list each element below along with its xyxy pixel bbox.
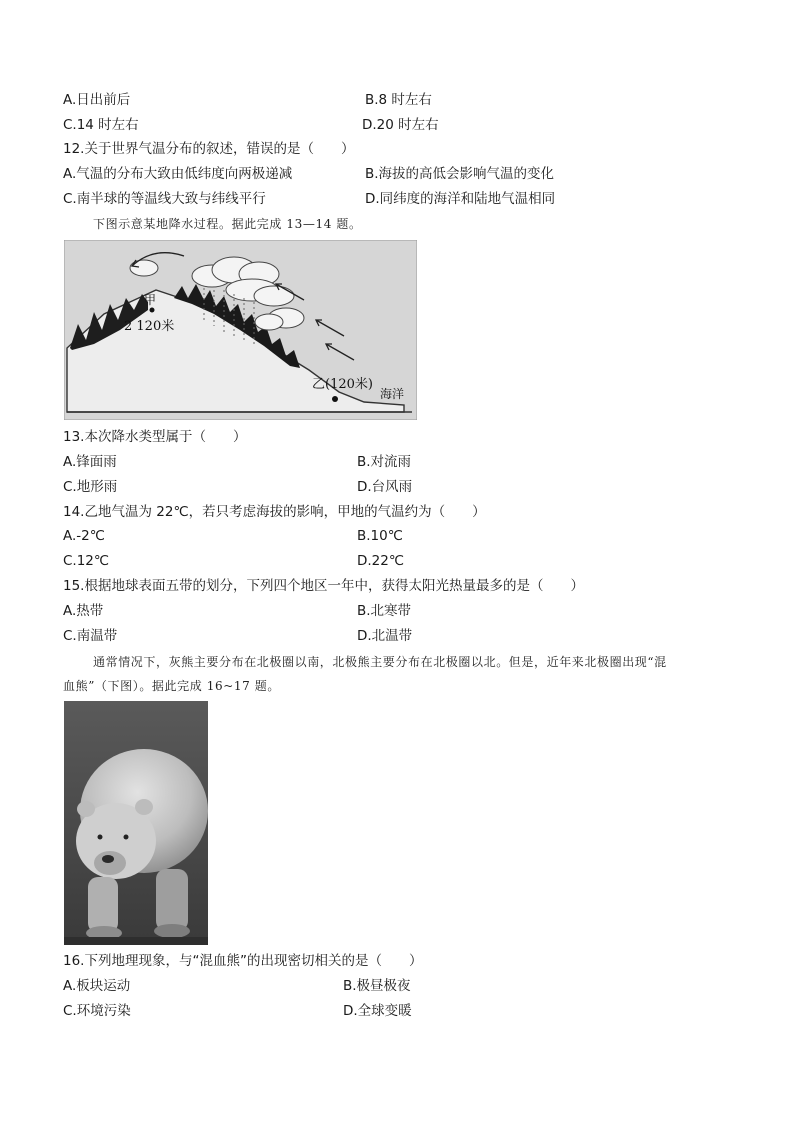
peak-height: 2 120米 (124, 319, 175, 334)
q12-option-d: D.同纬度的海洋和陆地气温相同 (365, 191, 556, 207)
q11-option-a: A.日出前后 (63, 92, 131, 108)
q16-option-a: A.板块运动 (63, 978, 131, 994)
bear-leg-left (88, 877, 118, 933)
bear-leg-right (156, 869, 188, 931)
q16-option-d: D.全球变暖 (343, 1003, 412, 1019)
q15-stem: 15.根据地球表面五带的划分，下列四个地区一年中，获得太阳光热量最多的是（ ） (63, 578, 584, 594)
ocean-label: 海洋 (380, 387, 405, 401)
intro-rainfall: 下图示意某地降水过程。据此完成 13—14 题。 (93, 217, 362, 231)
hybrid-bear-photo (64, 701, 208, 945)
q13-option-c: C.地形雨 (63, 479, 118, 495)
q15-option-c: C.南温带 (63, 628, 118, 644)
q16-stem: 16.下列地理现象，与“混血熊”的出现密切相关的是（ ） (63, 953, 423, 969)
q15-option-a: A.热带 (63, 603, 104, 619)
q14-option-a: A.-2℃ (63, 528, 105, 544)
q11-option-b: B.8 时左右 (365, 92, 432, 108)
q14-option-c: C.12℃ (63, 553, 110, 569)
q12-stem: 12.关于世界气温分布的叙述，错误的是（ ） (63, 141, 355, 157)
q12-option-b: B.海拔的高低会影响气温的变化 (365, 166, 555, 182)
q16-option-c: C.环境污染 (63, 1003, 131, 1019)
q14-option-d: D.22℃ (357, 553, 405, 569)
q14-stem: 14.乙地气温为 22℃，若只考虑海拔的影响，甲地的气温约为（ ） (63, 504, 486, 520)
q15-option-b: B.北寒带 (357, 603, 412, 619)
intro-bear-line1: 通常情况下，灰熊主要分布在北极圈以南，北极熊主要分布在北极圈以北。但是，近年来北极圈出现“混 (93, 655, 667, 669)
q13-option-a: A.锋面雨 (63, 454, 117, 470)
intro-bear-line2: 血熊”（下图）。据此完成 16~17 题。 (63, 679, 280, 693)
rainfall-diagram (64, 240, 417, 420)
q12-option-a: A.气温的分布大致由低纬度向两极递减 (63, 166, 293, 182)
q13-option-b: B.对流雨 (357, 454, 412, 470)
q14-option-b: B.10℃ (357, 528, 403, 544)
q16-option-b: B.极昼极夜 (343, 978, 411, 994)
q12-option-c: C.南半球的等温线大致与纬线平行 (63, 191, 266, 207)
q11-option-d: D.20 时左右 (362, 117, 439, 133)
peak-label: 甲 (144, 293, 157, 307)
q13-stem: 13.本次降水类型属于（ ） (63, 429, 247, 445)
q15-option-d: D.北温带 (357, 628, 413, 644)
q13-option-d: D.台风雨 (357, 479, 413, 495)
base-label: 乙(120米) (312, 377, 373, 392)
q11-option-c: C.14 时左右 (63, 117, 139, 133)
